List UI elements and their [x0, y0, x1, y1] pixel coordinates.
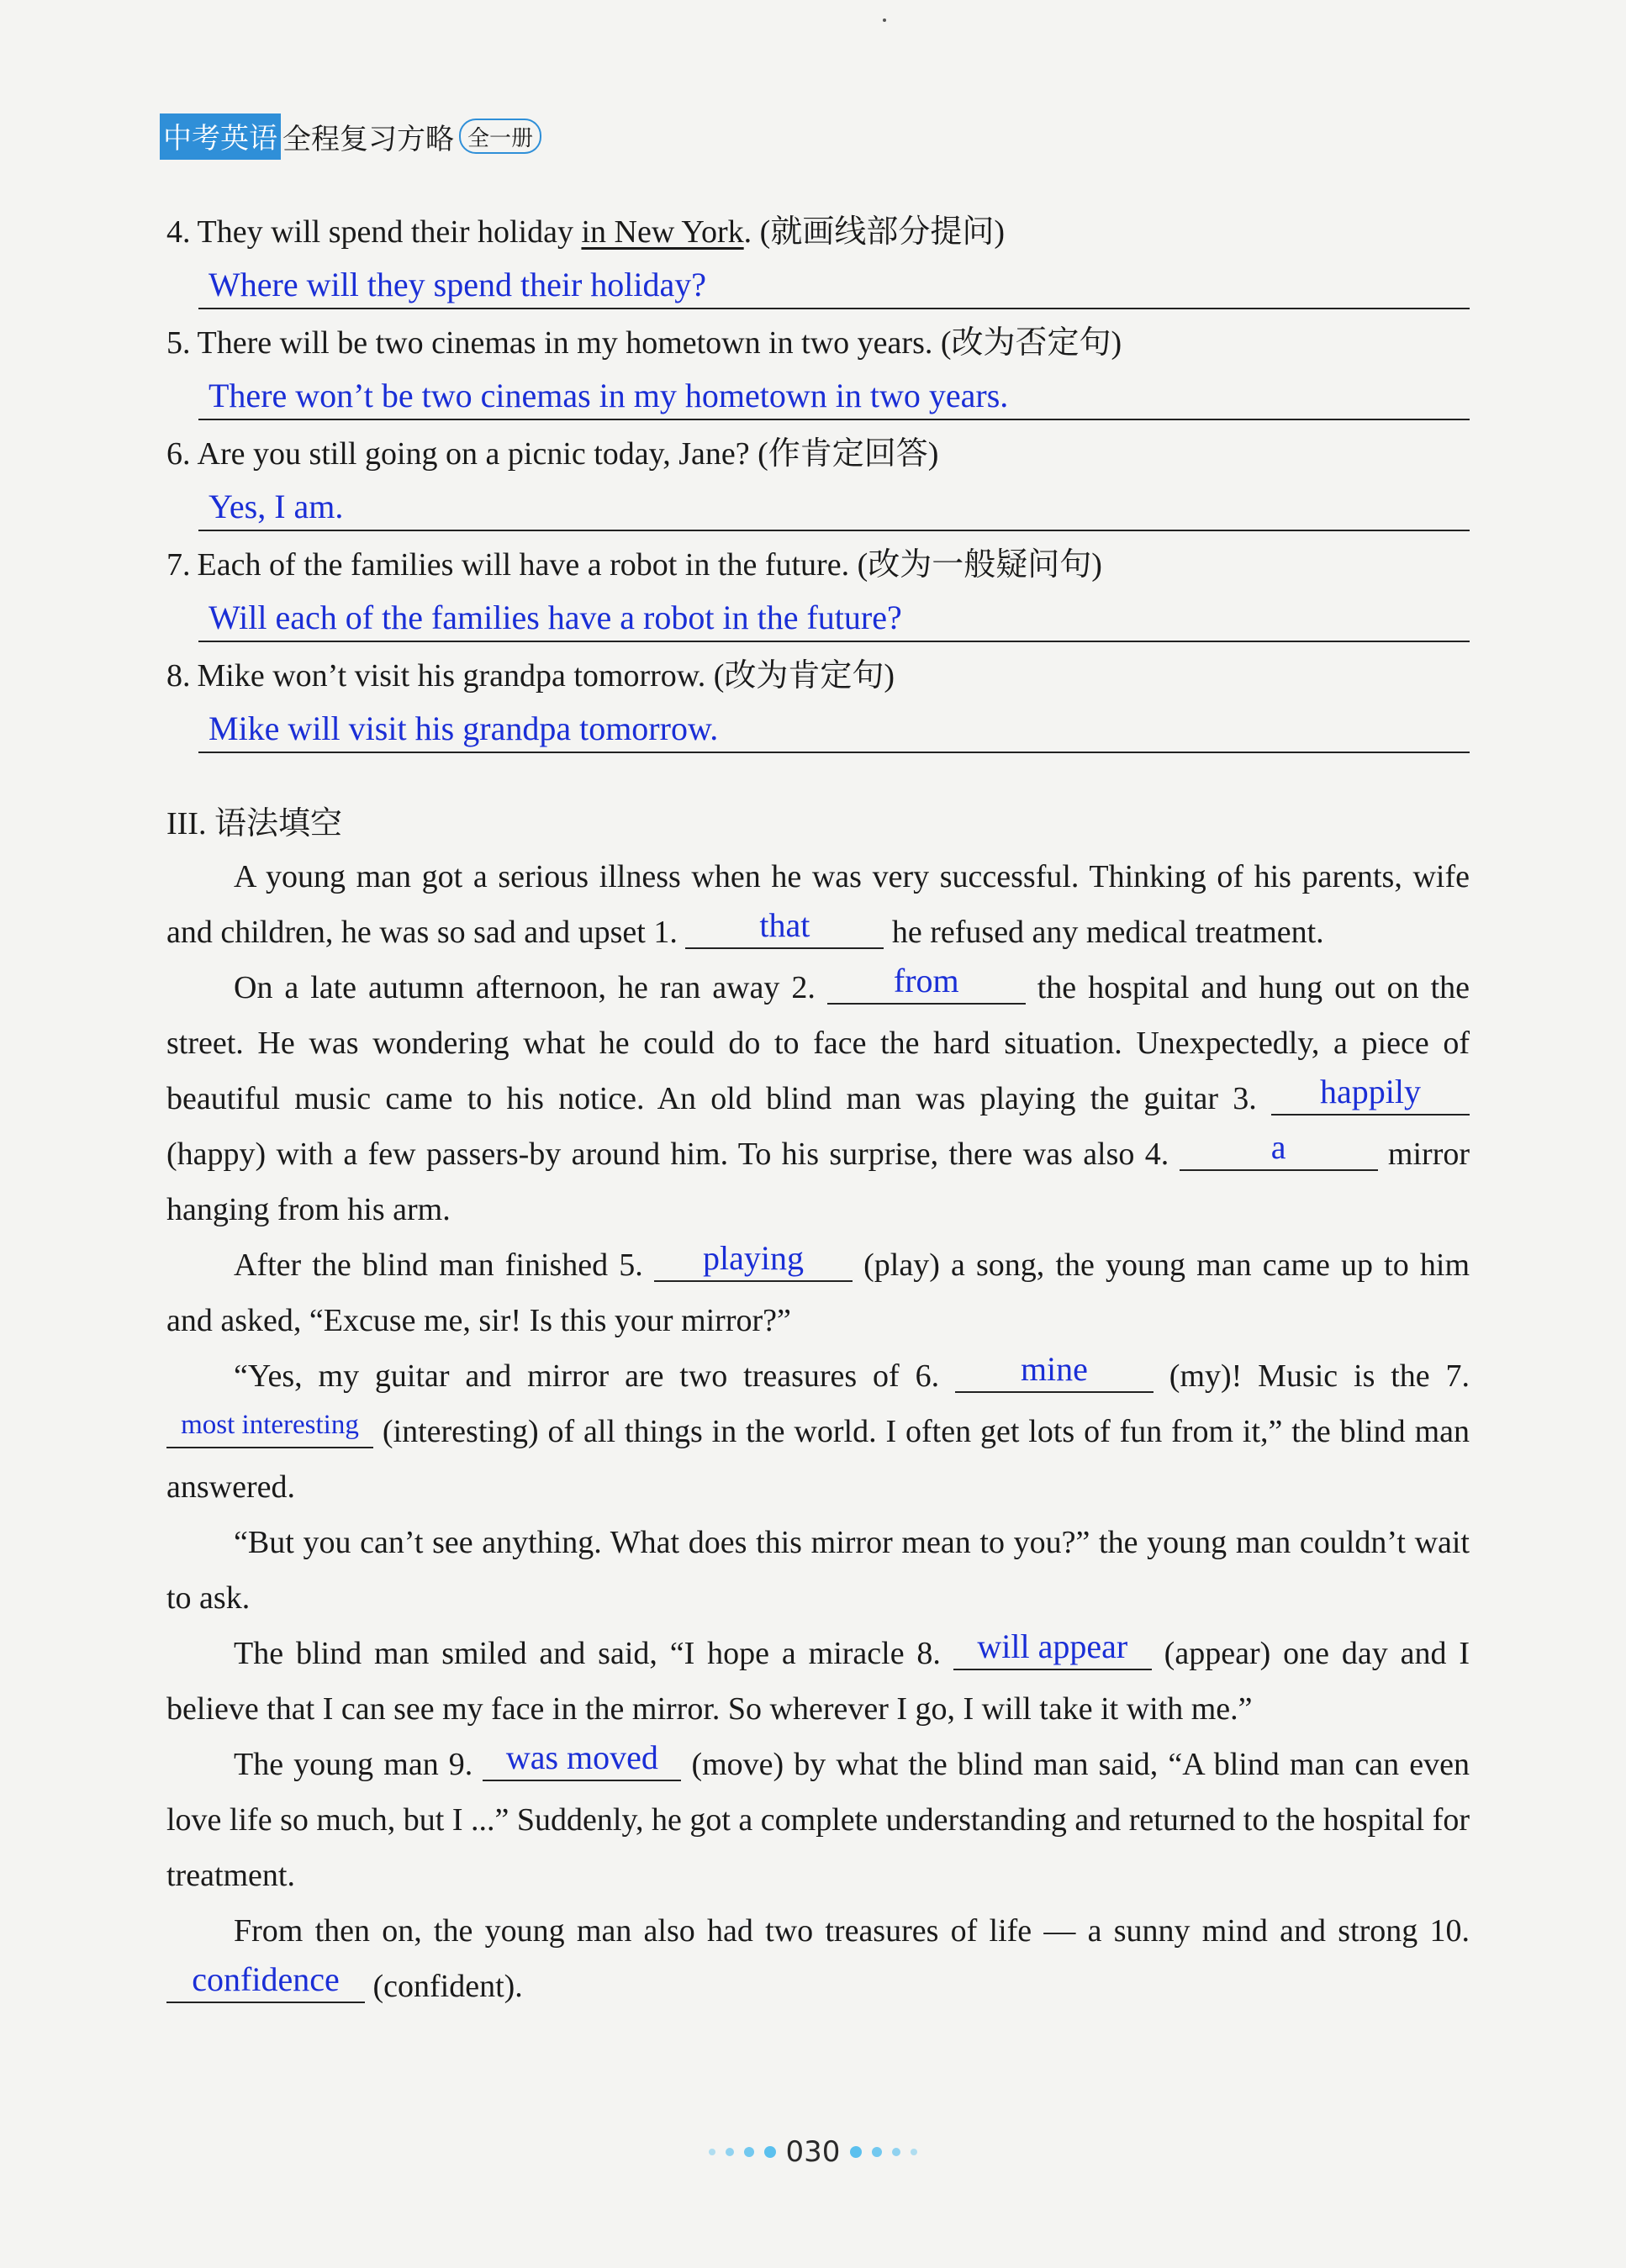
blank-answer: mine — [1020, 1350, 1088, 1388]
header-title: 全程复习方略 — [282, 122, 454, 156]
question-text: There will be two cinemas in my hometown in two years. (改为否定句) — [197, 325, 1122, 361]
passage-text: (appear) one day and I believe that I can see my face in the mirror. So wherever I go, I will take it with me.” — [166, 1636, 1470, 1727]
question-text: Mike won’t visit his grandpa tomorrow. (改为肯定句) — [197, 658, 895, 694]
passage-paragraph-2 — [166, 960, 1470, 1237]
blank-7 — [166, 1410, 373, 1448]
question-number: 7. — [166, 547, 191, 583]
rewrite-question-7 — [166, 545, 1470, 585]
passage-text: (play) a song, the young man came up to him and asked, “Excuse me, sir! Is this your mirror?” — [166, 1247, 1470, 1338]
question-number: 5. — [166, 325, 191, 361]
passage-text: On a late autumn afternoon, he ran away 2. — [234, 970, 816, 1005]
blank-2 — [827, 962, 1026, 1005]
passage-text: After the blind man finished 5. — [234, 1247, 643, 1283]
dot-decoration — [744, 2147, 754, 2157]
passage-paragraph-1 — [166, 849, 1470, 960]
passage-text: mirror hanging from his arm. — [166, 1137, 1470, 1227]
passage-paragraph-5 — [166, 1515, 1470, 1626]
passage-text: the hospital and hung out on the street. He was wondering what he could do to face the hard situation. Unexpectedly, a piece of beautiful music came to his notice. An old blind man was playing the guitar 3. — [166, 970, 1470, 1116]
header-badge: 全一册 — [459, 119, 541, 154]
passage-text: “But you can’t see anything. What does this mirror mean to you?” the young man couldn’t wait to ask. — [166, 1525, 1470, 1616]
question-number: 4. — [166, 214, 191, 250]
page-footer — [0, 2135, 1626, 2169]
passage-paragraph-7 — [166, 1737, 1470, 1903]
blank-answer: from — [893, 962, 959, 1000]
blank-answer: playing — [702, 1239, 804, 1277]
blank-answer: most interesting — [181, 1410, 359, 1440]
blank-8 — [953, 1627, 1152, 1670]
section-title: III. 语法填空 — [166, 806, 342, 841]
scan-mark — [883, 18, 886, 22]
question-text: They will spend their holiday — [197, 214, 582, 250]
passage-text: (confident). — [365, 1969, 523, 2004]
passage-text: A young man got a serious illness when he was very successful. Thinking of his parents, wife and children, he was so sad and upset 1. — [166, 859, 1470, 950]
answer-line-4 — [198, 261, 1470, 309]
question-text: Each of the families will have a robot in the future. (改为一般疑问句) — [197, 547, 1102, 583]
passage-text: (move) by what the blind man said, “A blind man can even love life so much, but I ...” Suddenly, he got a complete understanding and returned to the hospital for treatment. — [166, 1747, 1470, 1893]
passage-text: “Yes, my guitar and mirror are two treasures of 6. — [234, 1358, 940, 1394]
rewrite-question-8 — [166, 656, 1470, 696]
blank-9 — [483, 1738, 681, 1781]
rewrite-question-5 — [166, 323, 1470, 363]
passage-text: The young man 9. — [234, 1747, 473, 1782]
passage-paragraph-8 — [166, 1903, 1470, 2014]
answer-line-6 — [198, 483, 1470, 531]
blank-answer: confidence — [192, 1960, 340, 1998]
page-number: 030 — [785, 2135, 841, 2169]
answer-line-8 — [198, 704, 1470, 753]
answer-text: Mike will visit his grandpa tomorrow. — [209, 709, 719, 747]
question-text: Are you still going on a picnic today, Jane? (作肯定回答) — [197, 436, 939, 472]
answer-text: Will each of the families have a robot in the future? — [209, 599, 902, 636]
passage-paragraph-6 — [166, 1626, 1470, 1737]
blank-1 — [685, 906, 884, 949]
blank-10 — [166, 1960, 365, 2003]
answer-text: Yes, I am. — [209, 488, 344, 525]
question-number: 8. — [166, 658, 191, 694]
answer-line-5 — [198, 372, 1470, 420]
blank-3 — [1271, 1073, 1470, 1116]
question-number: 6. — [166, 436, 191, 472]
blank-6 — [955, 1350, 1154, 1393]
blank-answer: that — [759, 906, 810, 944]
passage-text: he refused any medical treatment. — [884, 915, 1324, 950]
underlined-phrase: in New York — [581, 214, 744, 250]
dot-decoration — [764, 2146, 776, 2158]
dot-decoration — [726, 2148, 734, 2156]
passage-text: (my)! Music is the 7. — [1153, 1358, 1470, 1394]
rewrite-question-4 — [166, 212, 1470, 252]
passage-paragraph-3 — [166, 1237, 1470, 1348]
book-header — [160, 116, 541, 156]
blank-answer: was moved — [505, 1738, 658, 1776]
blank-answer: will appear — [977, 1627, 1128, 1665]
answer-text: Where will they spend their holiday? — [209, 266, 707, 303]
passage-text: (happy) with a few passers-by around him. To his surprise, there was also 4. — [166, 1137, 1169, 1172]
answer-line-7 — [198, 593, 1470, 642]
blank-answer: happily — [1320, 1073, 1421, 1110]
blank-5 — [654, 1239, 853, 1282]
passage-text: (interesting) of all things in the world. I often get lots of fun from it,” the blind man answered. — [166, 1414, 1470, 1505]
header-highlight: 中考英语 — [160, 113, 281, 160]
blank-answer: a — [1270, 1128, 1286, 1166]
passage-text: The blind man smiled and said, “I hope a miracle 8. — [234, 1636, 941, 1671]
passage-text: From then on, the young man also had two treasures of life — a sunny mind and strong 10. — [234, 1913, 1470, 1949]
dot-decoration — [892, 2148, 900, 2156]
dot-decoration — [911, 2149, 917, 2155]
answer-text: There won’t be two cinemas in my hometown in two years. — [209, 377, 1009, 414]
dot-decoration — [850, 2146, 862, 2158]
dot-decoration — [872, 2147, 882, 2157]
question-instruction: . (就画线部分提问) — [743, 214, 1005, 250]
blank-4 — [1180, 1128, 1378, 1171]
rewrite-question-6 — [166, 434, 1470, 474]
passage-paragraph-4 — [166, 1348, 1470, 1515]
dot-decoration — [709, 2149, 715, 2155]
